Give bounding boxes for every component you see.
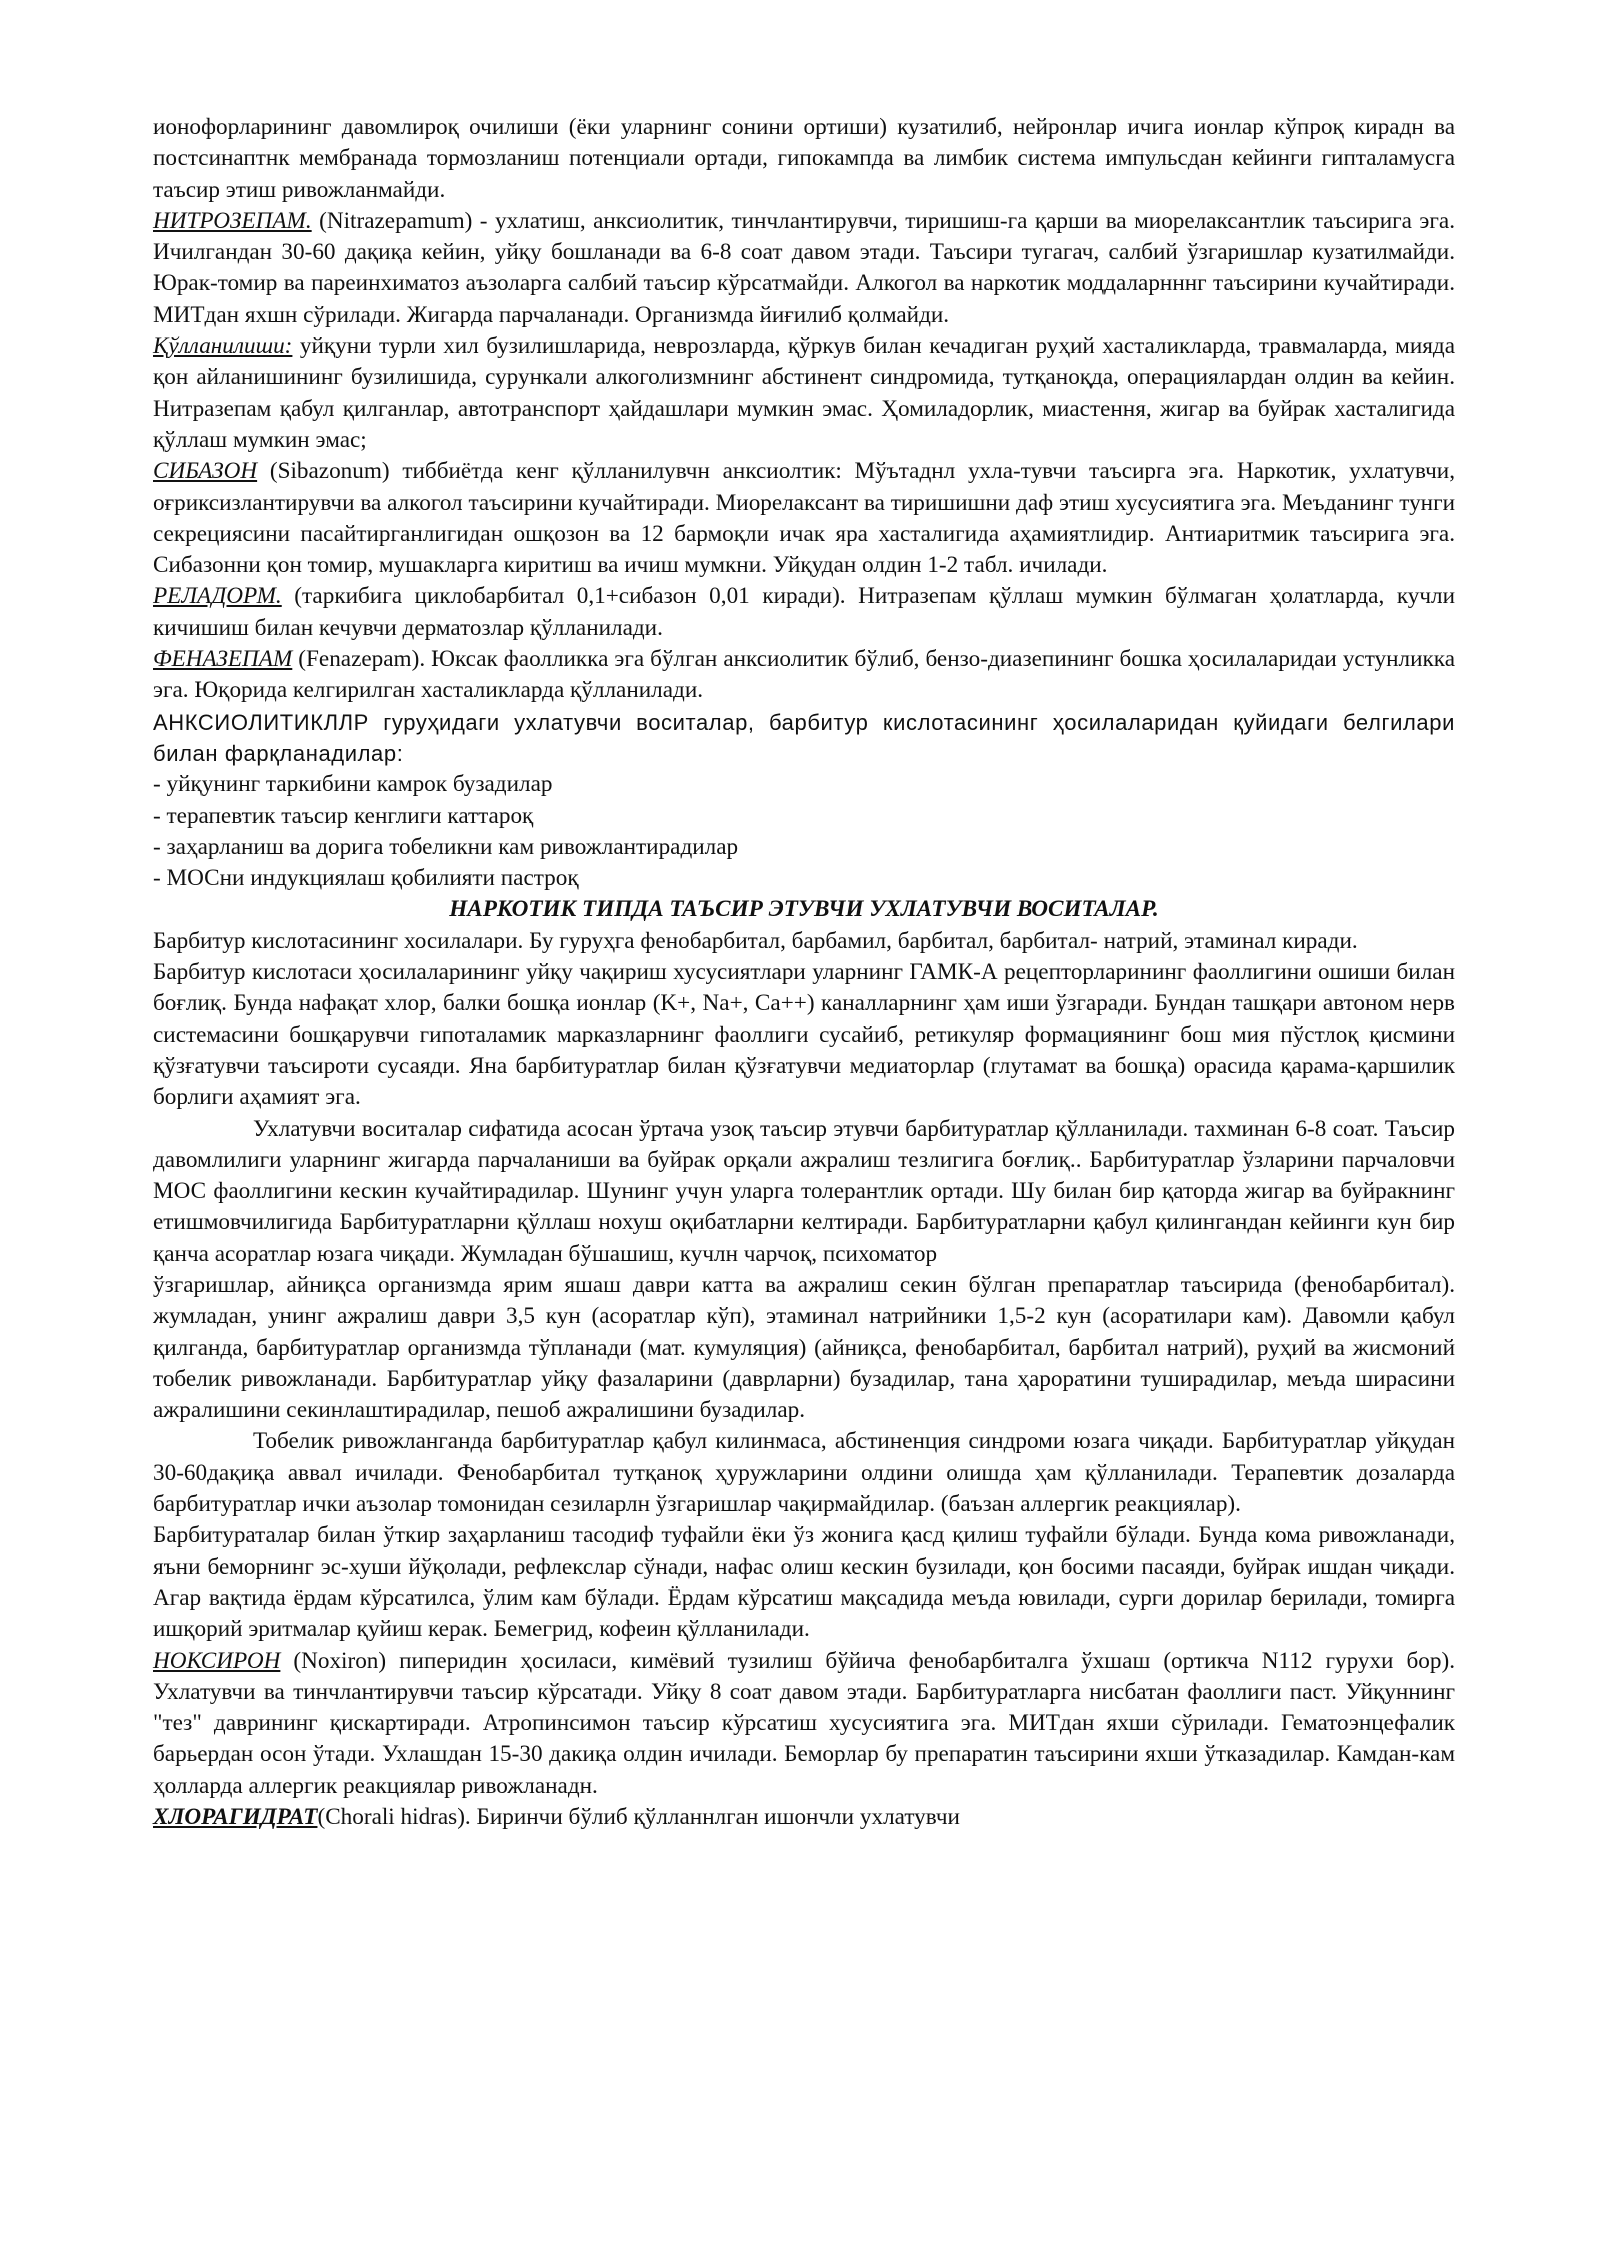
list-item: - уйқунинг таркибини камрок бузадилар — [153, 771, 553, 798]
paragraph-barbiturates-mechanism: Барбитур кислотаси ҳосилаларининг уйқу чақириш хусусиятлари уларнинг ГАМК-А рецепторларининг фаоллигини ошиши билан боғлиқ. Бунда нафақат хлор, балки бошқа ионлар (K+, Na+, Ca++) каналларнинг ҳам иши ўзгаради. Бундан ташқари автоном нерв системасини бошқарувчи гипоталамик марказларнинг фаоллиги сусайиб, ретикуляр формациянинг бош мия пўстлоқ қисмини қўзғатувчи таъсироти сусаяди. Яна барбитуратлар билан қўзғатувчи медиаторлар (глутамат ва бошқа) орасида қарама-қаршилик борлиги аҳамият эга. — [153, 959, 1455, 1111]
paragraph-barbiturates-intro: Барбитур кислотасининг хосилалари. Бу гуруҳга фенобарбитал, барбамил, барбитал, барбитал- натрий, этаминал киради. — [153, 927, 1358, 954]
paragraph-dependence: Тобелик ривожланганда барбитуратлар қабул килинмаса, абстиненция синдроми юзага чиқади. Барбитуратлар уйқудан 30-60дақиқа аввал ичилади. Фенобарбитал тутқаноқ ҳуружларини олдини олишда ҳам қўлланилади. Терапевтик дозаларда барбитуратлар ички аъзолар томонидан сезиларлн ўзгаришлар чақирмайдилар. (баъзан аллергик реакциялар). — [153, 1428, 1455, 1518]
usage-text: уйқуни турли хил бузилишларида, неврозларда, қўркув билан кечадиган руҳий хасталикларда, травмаларда, мияда қон айланишининг бузилишида, сурункали алкоголизмнинг абстинент синдромида, тутқаноқда, операциялардан олдин ва кейин. Нитразепам қабул қилганлар, автотранспорт ҳайдашлари мумкин эмас. Ҳомиладорлик, миастення, жигар ва буйрак хасталигида қўллаш мумкин эмас; — [153, 333, 1455, 453]
term-reladorm: РЕЛАДОРМ. — [153, 583, 282, 610]
paragraph-sibazon — [153, 456, 1455, 581]
paragraph-fenazepam — [153, 644, 1455, 707]
term-nitrazepam: НИТРОЗЕПАМ. — [153, 207, 312, 234]
term-sibazon: СИБАЗОН — [153, 458, 258, 485]
paragraph-ionophores: ионофорларининг давомлироқ очилиши (ёки уларнинг сонини ортиши) кузатилиб, нейронлар ичига ионлар кўпроқ кирадн ва постсинаптнк мембранада тормозланиш потенциали ортади, гипокампда ва лимбик система импульсдан кейинги гипталамусга таъсир этиш ривожланмайди. — [153, 114, 1455, 203]
fenazepam-text: (Fenazepam). Юксак фаолликка эга бўлган анксиолитик бўлиб, бензо-диазепининг бошка ҳосилаларидаи устунликка эга. Юқорида келгирилган хасталикларда қўлланилади. — [153, 646, 1455, 704]
list-item: - МОСни индукциялаш қобилияти пастроқ — [153, 865, 579, 892]
reladorm-text: (таркибига циклобарбитал 0,1+сибазон 0,01 киради). Нитразепам қўллаш мумкин бўлмаган ҳолатларда, кучли кичишиш билан кечувчи дерматозлар қўлланилади. — [153, 583, 1455, 641]
paragraph-poisoning: Барбитураталар билан ўткир заҳарланиш тасодиф туфайли ёки ўз жонига қасд қилиш туфайли бўлади. Бунда кома ривожланади, яъни беморнинг эс-хуши йўқолади, рефлекслар сўнади, нафас олиш кескин бузилади, қон босими пасаяди, буйрак ишдан чиқади. Агар вақтида ёрдам кўрсатилса, ўлим кам бўлади. Ёрдам кўрсатиш мақсадида меъда ювилади, сурги дорилар берилади, томирга ишқорий эритмалар қуйиш керак. Бемегрид, кофеин қўлланилади. — [153, 1522, 1455, 1643]
section-heading: НАРКОТИК ТИПДА ТАЪСИР ЭТУВЧИ УХЛАТУВЧИ ВОСИТАЛАР. — [449, 896, 1159, 923]
chloral-hydrate-text: (Chorali hidras). Биринчи бўлиб қўлланнлган ишончли ухлатувчи — [317, 1804, 960, 1831]
paragraph-barbiturates-effects: ўзгаришлар, айниқса организмда ярим яшаш даври катта ва ажралиш секин бўлган препаратлар таъсирида (фенобарбитал). жумладан, унинг ажралиш даври 3,5 кун (асоратлар кўп), этаминал натрийники 1,5-2 кун (асоратилари кам). Давомли қабул қилганда, барбитуратлар организмда тўпланади (мат. кумуляция) (айниқса, фенобарбитал, барбитал натрий), руҳий ва жисмоний тобелик ривожланади. Барбитуратлар уйқу фазаларини (даврларни) бузадилар, тана ҳароратини туширадилар, меъда ширасини ажралишини секинлаштирадилар, пешоб ажралишини бузадилар. — [153, 1271, 1455, 1424]
paragraph-noxiron — [153, 1646, 1455, 1802]
term-fenazepam: ФЕНАЗЕПАМ — [153, 646, 293, 673]
paragraph-chloral-hydrate — [153, 1802, 1455, 1833]
paragraph-reladorm — [153, 581, 1455, 644]
paragraph-anxiolytics: АНКСИОЛИТИКЛЛР гуруҳидаги ухлатувчи воситалар, барбитур кислотасининг ҳосилаларидан қуйидаги белгилари билан фарқланадилар: — [153, 709, 1455, 766]
list-item: - заҳарланиш ва дорига тобеликни кам ривожлантирадилар — [153, 833, 739, 860]
paragraph-usage — [153, 331, 1455, 456]
term-noxiron: НОКСИРОН — [153, 1647, 281, 1674]
noxiron-text: (Noxiron) пиперидин ҳосиласи, кимёвий тузилиш бўйича фенобарбиталга ўхшаш (ортикча N112 гурухи бор). Ухлатувчи ва тинчлантирувчи таъсир кўрсатади. Уйқу 8 соат давом этади. Барбитуратларга нисбатан фаоллиги паст. Уйқуннинг "тез" даврининг қискартиради. Атропинсимон таъсир кўрсатиш хусусиятига эга. МИТдан яхши сўрилади. Гематоэнцефалик барьердан осон ўтади. Ухлашдан 15-30 дакиқа олдин ичилади. Беморлар бу препаратин таъсирини яхши ўтказадилар. Камдан-кам ҳолларда аллергик реакциялар ривожланадн. — [153, 1647, 1455, 1799]
document-page — [153, 112, 1455, 1833]
nitrazepam-text: (Nitrazepamum) - ухлатиш, анксиолитик, тинчлантирувчи, тиришиш-га қарши ва миорелаксантлик таъсирига эга. Ичилгандан 30-60 дақиқа кейин, уйқу бошланади ва 6-8 соат давом этади. Таъсири тугагач, салбий ўзгаришлар кузатилмайди. Юрак-томир ва пареинхиматоз аъзоларга салбий таъсир кўрсатмайди. Алкогол ва наркотик моддаларнннг таъсирини кучайтиради. МИТдан яхшн сўрилади. Жигарда парчаланади. Организмда йиғилиб қолмайди. — [153, 207, 1455, 328]
paragraph-barbiturates-use: Ухлатувчи воситалар сифатида асосан ўртача узоқ таъсир этувчи барбитуратлар қўлланилади. тахминан 6-8 соат. Таъсир давомлилиги уларнинг жигарда парчаланиши ва буйрак орқали ажралиш тезлигига боғлиқ.. Барбитуратлар ўзларини парчаловчи МОС фаоллигини кескин кучайтирадилар. Шунинг учун уларга толерантлик ортади. Шу билан бир қаторда жигар ва буйракнинг етишмовчилигида Барбитуратларни қўллаш нохуш оқибатларни келтиради. Барбитуратларни қабул қилингандан кейинги кун бир қанча асоратлар юзага чиқади. Жумладан бўшашиш, кучлн чарчоқ, психоматор — [153, 1115, 1455, 1267]
term-chloral-hydrate: ХЛОРАГИДРАТ — [153, 1804, 318, 1831]
list-item: - терапевтик таъсир кенглиги каттароқ — [153, 802, 534, 829]
paragraph-nitrazepam — [153, 206, 1455, 331]
sibazon-text: (Sibazonum) тиббиётда кенг қўлланилувчн анксиолтик: Мўътаднл ухла-тувчи таъсирга эга. Наркотик, ухлатувчи, оғриксизлантирувчи ва алкогол таъсирини кучайтиради. Миорелаксант ва тиришишни даф этиш хусусиятига эга. Меъданинг тунги секрециясини пасайтирганлигидан ошқозон ва 12 бармоқли ичак яра хасталигида аҳамиятлидир. Антиаритмик таъсирига эга. Сибазонни қон томир, мушакларга киритиш ва ичиш мумкни. Уйқудан олдин 1-2 табл. ичилади. — [153, 458, 1455, 579]
term-usage: Қўлланилиши: — [153, 333, 293, 360]
